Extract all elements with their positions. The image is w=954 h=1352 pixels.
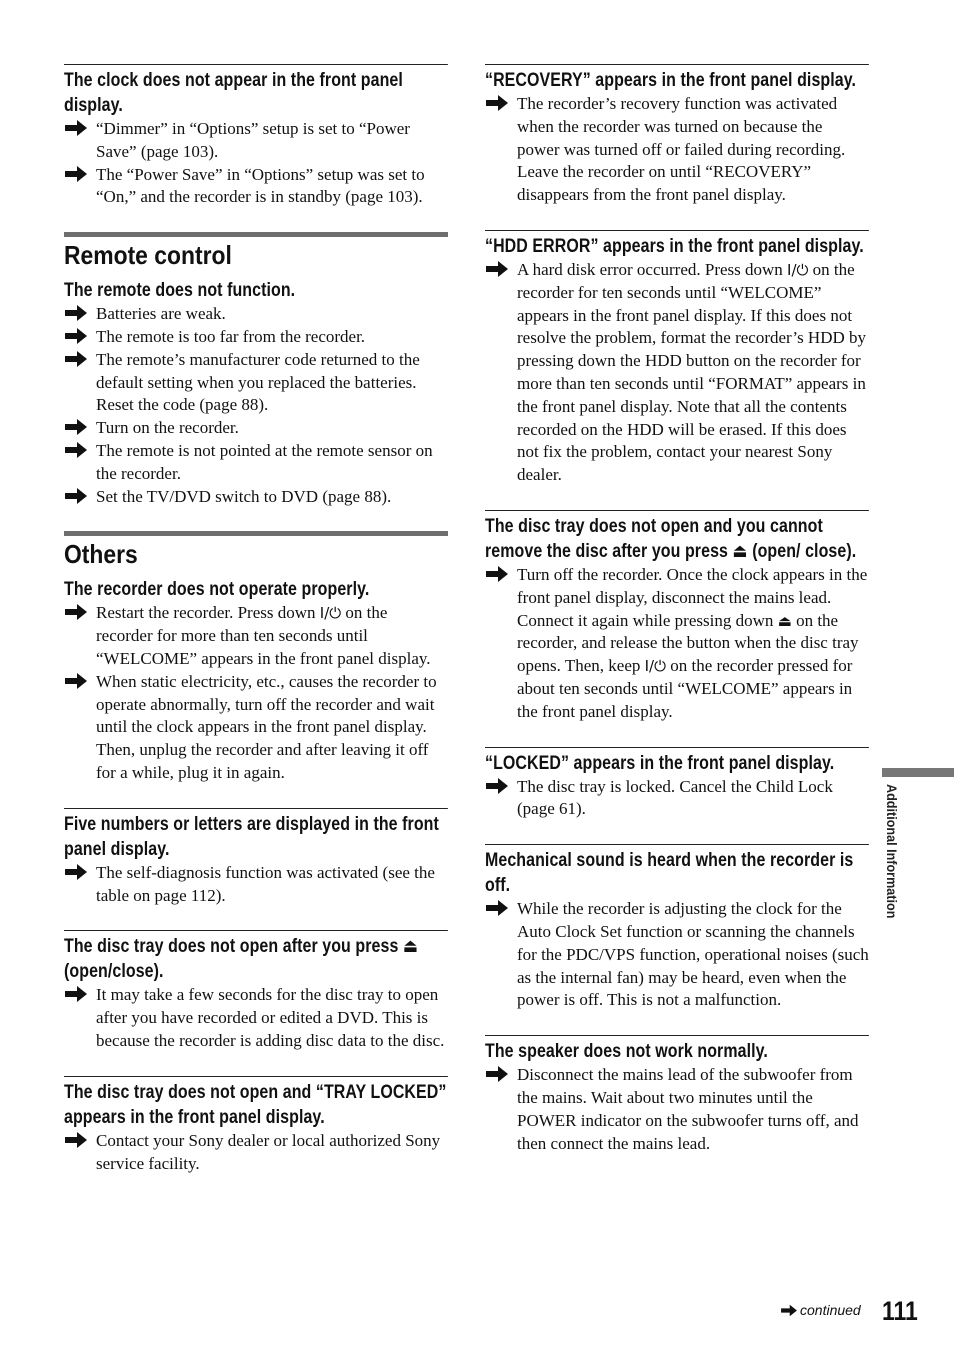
arrow-bullet-icon [64, 350, 88, 368]
power-symbol-icon: I/⏻ [644, 657, 666, 676]
troubleshoot-tray-open [64, 930, 448, 1052]
arrow-bullet-icon [64, 441, 88, 459]
troubleshoot-mechanical-sound [485, 844, 869, 1012]
left-column [64, 64, 448, 1198]
answer-item: Disconnect the mains lead of the subwoofer from the mains. Wait about two minutes until the POWER indicator on the subwoofer turns off, and then connect the mains lead. [485, 1064, 869, 1155]
answer-item: Contact your Sony dealer or local authorized Sony service facility. [64, 1130, 448, 1176]
arrow-bullet-icon [64, 1131, 88, 1149]
arrow-bullet-icon [64, 418, 88, 436]
arrow-bullet-icon [780, 1304, 798, 1317]
answer-item: The disc tray is locked. Cancel the Child Lock (page 61). [485, 776, 869, 822]
answer-item: Turn on the recorder. [64, 417, 448, 440]
question-heading: The speaker does not work normally. [485, 1035, 869, 1064]
arrow-bullet-icon [64, 863, 88, 881]
eject-symbol-icon: ⏏ [732, 540, 748, 562]
question-heading: The clock does not appear in the front panel display. [64, 64, 448, 118]
page-number: 111 [882, 1296, 918, 1326]
answer-item: Restart the recorder. Press down I/⏻ on the recorder for more than ten seconds until “WELCOME” appears in the front panel display. [64, 602, 448, 670]
answer-item: It may take a few seconds for the disc tray to open after you have recorded or edited a DVD. This is because the recorder is adding disc data to the disc. [64, 984, 448, 1052]
arrow-bullet-icon [64, 603, 88, 621]
question-heading: The disc tray does not open and you cannot remove the disc after you press ⏏ (open/ close). [485, 510, 869, 564]
answer-item: The recorder’s recovery function was activated when the recorder was turned on because the power was turned off or failed during recording. Leave the recorder on until “RECOVERY” disappears from the front panel display. [485, 93, 869, 207]
question-heading: The recorder does not operate properly. [64, 579, 370, 601]
power-symbol-icon: I/⏻ [787, 260, 809, 279]
power-symbol-icon: I/⏻ [319, 604, 342, 623]
arrow-bullet-icon [64, 672, 88, 690]
arrow-bullet-icon [64, 327, 88, 345]
troubleshoot-speaker [485, 1035, 869, 1155]
arrow-bullet-icon [485, 260, 509, 278]
side-tab-label: Additional Information [884, 784, 900, 919]
section-title: Remote control [64, 240, 232, 271]
troubleshoot-recovery [485, 64, 869, 207]
troubleshoot-recorder [64, 577, 448, 784]
question-heading: The disc tray does not open and “TRAY LOCKED” appears in the front panel display. [64, 1076, 448, 1130]
arrow-bullet-icon [485, 565, 509, 583]
section-others [64, 531, 448, 569]
section-title: Others [64, 539, 138, 570]
arrow-bullet-icon [485, 1065, 509, 1083]
answer-item: The remote is not pointed at the remote sensor on the recorder. [64, 440, 448, 486]
side-tab-bar [882, 768, 954, 777]
arrow-bullet-icon [64, 119, 88, 137]
troubleshoot-hdd-error [485, 230, 869, 487]
troubleshoot-tray-remove [485, 510, 869, 724]
question-heading: “RECOVERY” appears in the front panel display. [485, 64, 869, 93]
troubleshoot-locked [485, 747, 869, 822]
arrow-bullet-icon [485, 899, 509, 917]
question-heading: “HDD ERROR” appears in the front panel display. [485, 230, 869, 259]
troubleshoot-clock [64, 64, 448, 209]
answer-item: While the recorder is adjusting the clock for the Auto Clock Set function or scanning the channels for the PDC/VPS function, operational noises (such as the internal fan) may be heard, even when the power is off. This is not a malfunction. [485, 898, 869, 1012]
question-heading: Mechanical sound is heard when the recorder is off. [485, 844, 869, 898]
answer-item: The remote’s manufacturer code returned to the default setting when you replaced the batteries. Reset the code (page 88). [64, 349, 448, 417]
question-heading: Five numbers or letters are displayed in the front panel display. [64, 808, 448, 862]
arrow-bullet-icon [64, 304, 88, 322]
question-heading: The disc tray does not open after you press ⏏ (open/close). [64, 930, 448, 984]
eject-symbol-icon: ⏏ [402, 936, 419, 958]
question-heading: “LOCKED” appears in the front panel display. [485, 747, 869, 776]
question-heading: The remote does not function. [64, 280, 296, 302]
answer-item: A hard disk error occurred. Press down I/⏻ on the recorder for ten seconds until “WELCOME” appears in the front panel display. If this does not resolve the problem, format the recorder’s HDD by pressing down the HDD button on the recorder for more than ten seconds until “FORMAT” appears in the front panel display. Note that all the contents recorded on the HDD will be erased. If this does not fix the problem, contact your nearest Sony dealer. [485, 259, 869, 487]
answer-item: Batteries are weak. [64, 303, 448, 326]
arrow-bullet-icon [64, 985, 88, 1003]
arrow-bullet-icon [64, 165, 88, 183]
answer-item: “Dimmer” in “Options” setup is set to “Power Save” (page 103). [64, 118, 448, 164]
section-remote-control [64, 232, 448, 270]
arrow-bullet-icon [485, 777, 509, 795]
answer-item: The self-diagnosis function was activated (see the table on page 112). [64, 862, 448, 908]
arrow-bullet-icon [485, 94, 509, 112]
answer-item: Turn off the recorder. Once the clock appears in the front panel display, disconnect the mains lead. Connect it again while pressing down ⏏ on the recorder, and release the button when the disc tray opens. Then, keep I/⏻ on the recorder pressed for about ten seconds until “WELCOME” appears in the front panel display. [485, 564, 869, 724]
answer-item: When static electricity, etc., causes the recorder to operate abnormally, turn off the recorder and wait until the clock appears in the front panel display. Then, unplug the recorder and after leaving it off for a while, plug it in again. [64, 671, 448, 785]
troubleshoot-five-numbers [64, 808, 448, 908]
arrow-bullet-icon [64, 487, 88, 505]
answer-item: The “Power Save” in “Options” setup was set to “On,” and the recorder is in standby (page 103). [64, 164, 448, 210]
troubleshoot-tray-locked [64, 1076, 448, 1176]
eject-symbol-icon: ⏏ [777, 611, 792, 630]
right-column [485, 64, 869, 1178]
answer-item: The remote is too far from the recorder. [64, 326, 448, 349]
continued-note: continued [780, 1302, 861, 1318]
answer-item: Set the TV/DVD switch to DVD (page 88). [64, 486, 448, 509]
troubleshoot-remote [64, 278, 448, 508]
